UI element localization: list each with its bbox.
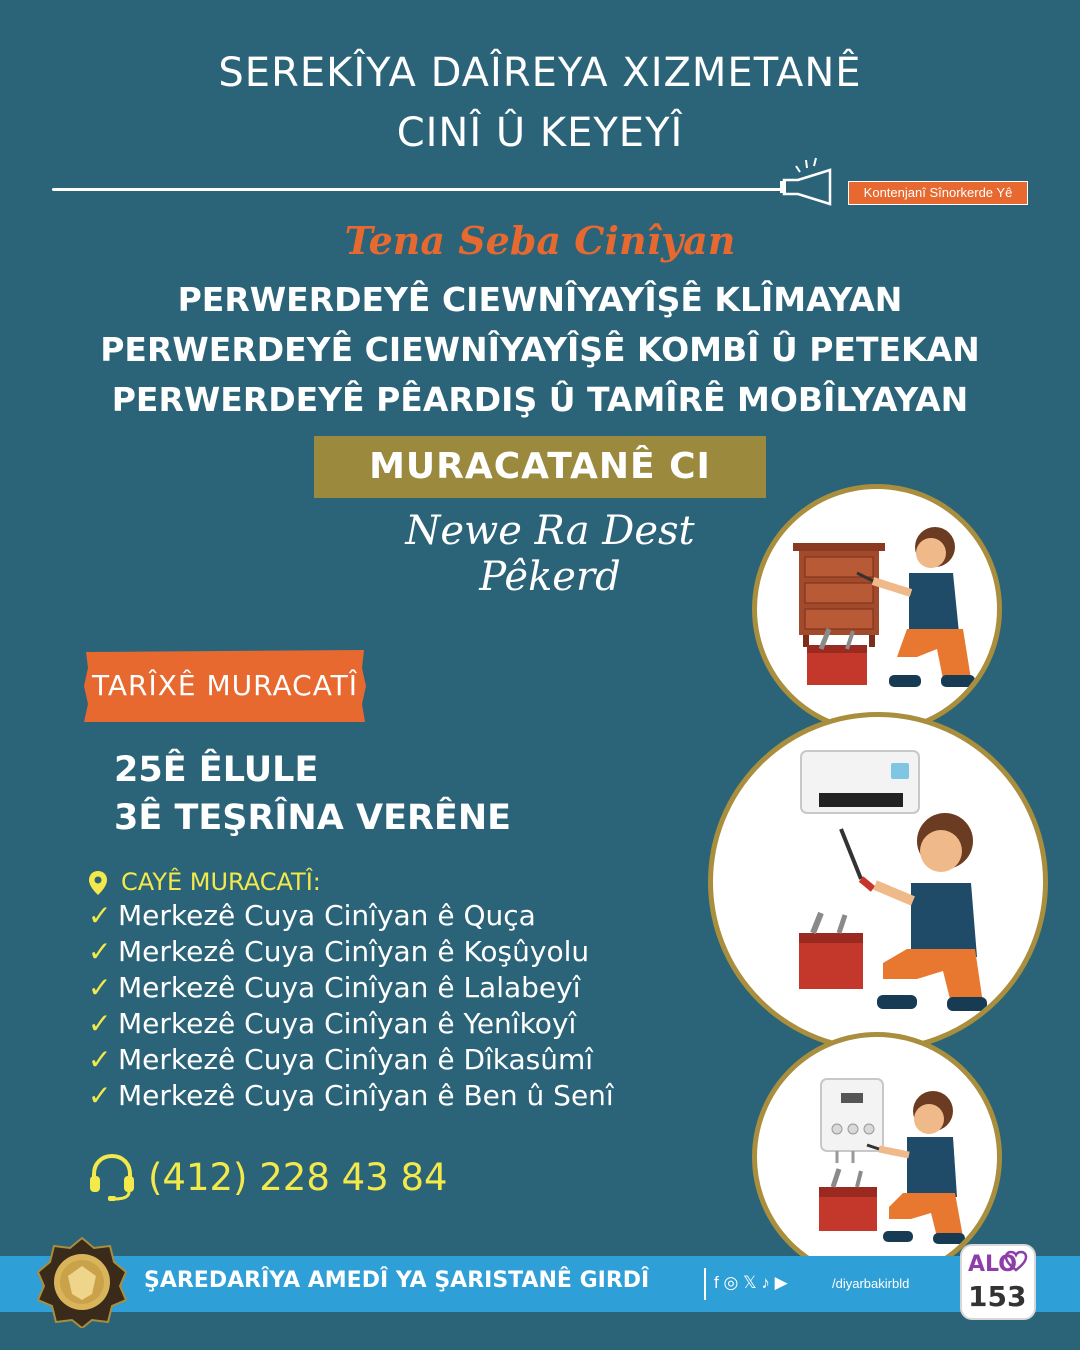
location-name: Merkezê Cuya Cinîyan ê Lalabeyî xyxy=(118,971,581,1004)
header-divider xyxy=(52,188,782,191)
course-title: PERWERDEYÊ PÊARDIŞ Û TAMÎRÊ MOBÎLYAYAN xyxy=(111,380,969,419)
furniture-repair-illustration xyxy=(752,484,1002,734)
location-pin-icon xyxy=(88,870,108,896)
list-item xyxy=(88,898,614,934)
location-name: Merkezê Cuya Cinîyan ê Ben û Senî xyxy=(118,1079,614,1112)
social-icons[interactable]: f ◎ 𝕏 ♪ ▶ xyxy=(714,1273,788,1292)
headset-icon xyxy=(86,1150,138,1202)
program-script-title: Tena Seba Cinîyan xyxy=(344,218,736,263)
course-title: PERWERDEYÊ CIEWNÎYAYÎŞÊ KOMBÎ Û PETEKAN xyxy=(100,330,980,369)
hotline-badge[interactable] xyxy=(960,1244,1036,1320)
check-icon: ✓ xyxy=(88,899,112,932)
furniture-repair-scene xyxy=(757,489,997,729)
check-icon: ✓ xyxy=(88,1079,112,1112)
list-item xyxy=(88,1078,614,1114)
program-script-subtitle: Newe Ra Dest Pêkerd xyxy=(405,508,695,600)
check-icon: ✓ xyxy=(88,1043,112,1076)
list-item xyxy=(88,970,614,1006)
org-name: ŞAREDARÎYA AMEDÎ YA ŞARISTANÊ GIRDÎ xyxy=(144,1268,650,1293)
location-name: Merkezê Cuya Cinîyan ê Dîkasûmî xyxy=(118,1043,594,1076)
boiler-repair-scene xyxy=(757,1037,997,1277)
heart-icon xyxy=(1004,1250,1028,1272)
date-ribbon-label: TARÎXÊ MURACATÎ xyxy=(91,669,359,702)
location-name: Merkezê Cuya Cinîyan ê Quça xyxy=(118,899,536,932)
locations-list xyxy=(88,898,614,1114)
quota-badge: Kontenjanî Sînorkerde Yê xyxy=(848,181,1028,205)
apply-banner: MURACATANÊ CI xyxy=(314,436,766,498)
check-icon: ✓ xyxy=(88,935,112,968)
check-icon: ✓ xyxy=(88,971,112,1004)
date-start: 25Ê ÊLULE xyxy=(114,750,319,790)
locations-heading-text: CAYÊ MURACATÎ: xyxy=(121,868,321,896)
megaphone-icon xyxy=(778,152,838,212)
municipality-logo xyxy=(36,1236,128,1328)
check-icon: ✓ xyxy=(88,1007,112,1040)
header-title-line1: SEREKÎYA DAÎREYA XIZMETANÊ xyxy=(218,50,862,96)
header-title-line2: CINÎ Û KEYEYÎ xyxy=(396,110,684,156)
location-name: Merkezê Cuya Cinîyan ê Yenîkoyî xyxy=(118,1007,577,1040)
date-end: 3Ê TEŞRÎNA VERÊNE xyxy=(114,798,512,838)
phone-number[interactable]: (412) 228 43 84 xyxy=(148,1156,448,1199)
social-handle[interactable]: /diyarbakirbld xyxy=(832,1276,910,1291)
ac-repair-illustration xyxy=(708,712,1048,1052)
location-name: Merkezê Cuya Cinîyan ê Koşûyolu xyxy=(118,935,590,968)
list-item xyxy=(88,1042,614,1078)
list-item xyxy=(88,934,614,970)
footer-bar xyxy=(0,1256,1080,1312)
ac-repair-scene xyxy=(713,717,1043,1047)
course-title: PERWERDEYÊ CIEWNÎYAYÎŞÊ KLÎMAYAN xyxy=(177,280,903,319)
footer-divider xyxy=(704,1268,706,1300)
boiler-repair-illustration xyxy=(752,1032,1002,1282)
date-ribbon xyxy=(82,648,368,724)
hotline-number: 153 xyxy=(968,1280,1027,1313)
list-item xyxy=(88,1006,614,1042)
hotline-label: ALO xyxy=(968,1252,1017,1277)
